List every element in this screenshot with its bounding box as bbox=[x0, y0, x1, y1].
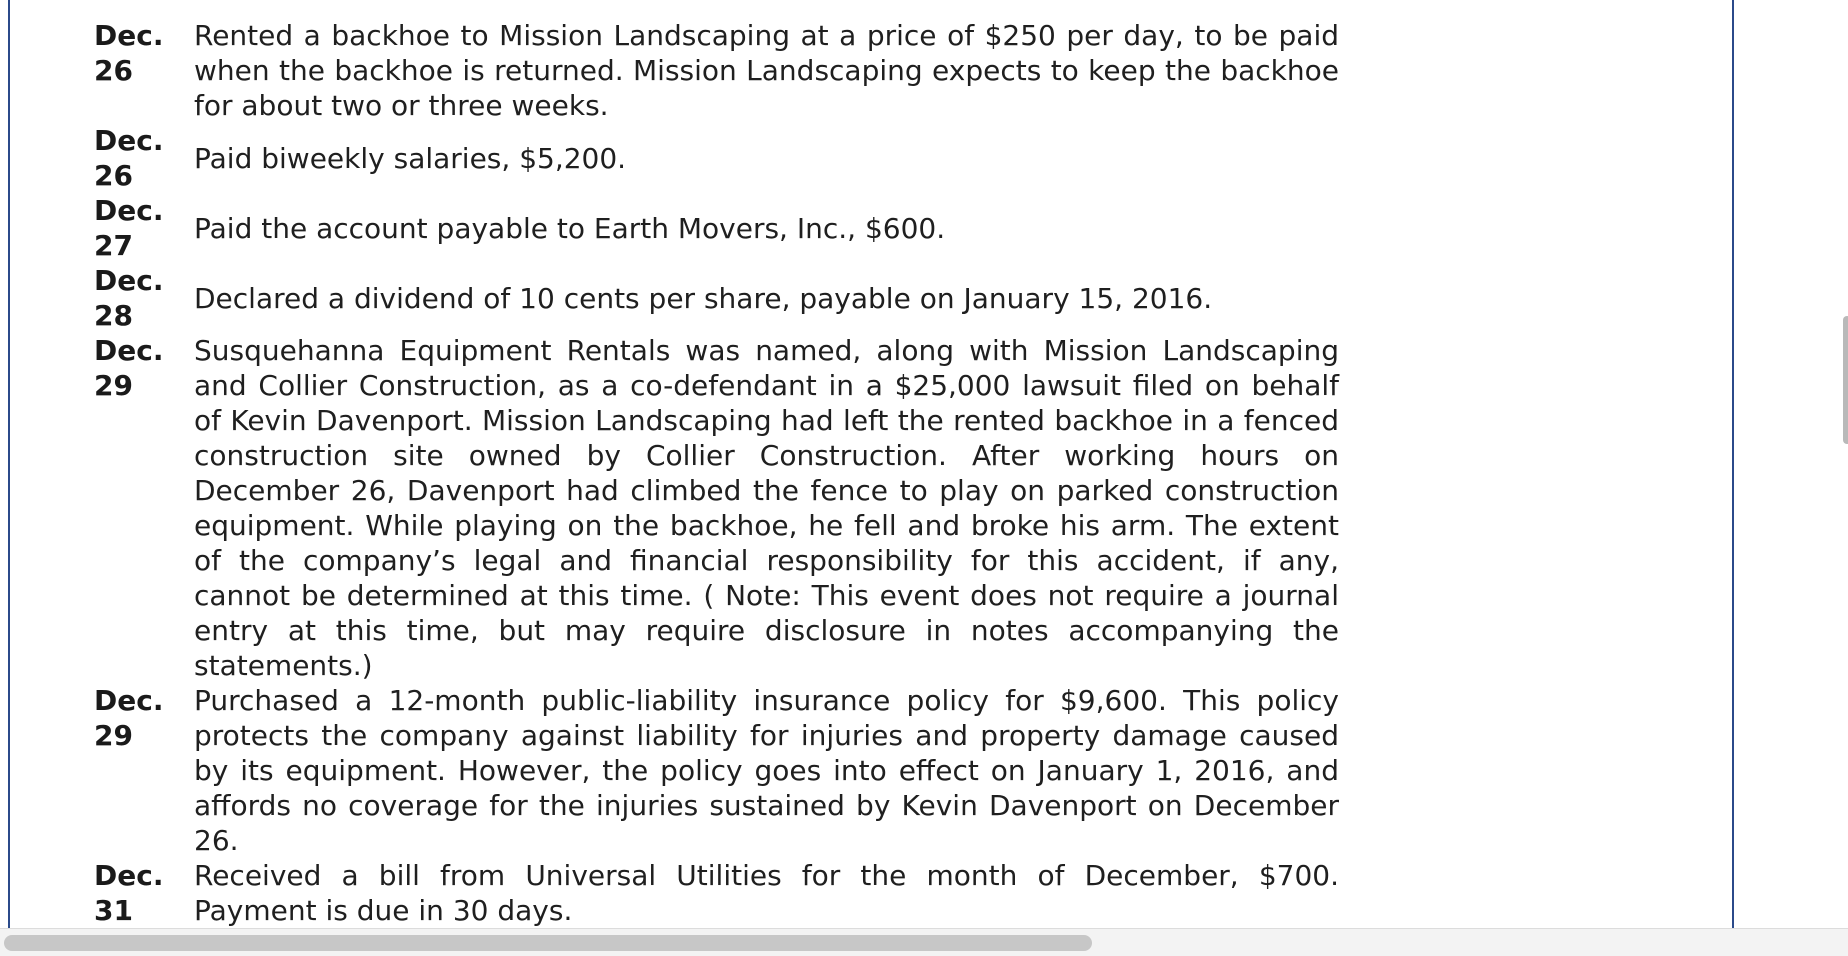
entry-date bbox=[94, 123, 194, 193]
entry-month: Dec. bbox=[94, 19, 164, 52]
entry-month: Dec. bbox=[94, 859, 164, 892]
horizontal-scroll-thumb[interactable] bbox=[4, 935, 1092, 951]
left-border bbox=[8, 0, 10, 928]
transaction-entry bbox=[94, 193, 1339, 263]
transaction-entry bbox=[94, 123, 1339, 193]
transaction-entry bbox=[94, 18, 1339, 123]
entry-text: Paid biweekly salaries, $5,200. bbox=[194, 141, 627, 175]
entry-month: Dec. bbox=[94, 264, 164, 297]
transaction-entry bbox=[94, 858, 1339, 928]
horizontal-scrollbar[interactable] bbox=[0, 928, 1848, 956]
entry-text: Susquehanna Equipment Rentals was named, along with Mission Landscaping and Collier Construction, as a co-defendant in a $25,000 lawsuit filed on behalf of Kevin Davenport. Mission Landscaping had left the rented backhoe in a fenced construction site owned by Collier Construction. After working hours on December 26, Davenport had climbed the fence to play on parked construction equipment. While playing on the backhoe, he fell and broke his arm. The extent of the company’s legal and financial responsibility for this accident, if any, cannot be determined at this time. ( Note: This event does not require a journal entry at this time, but may require disclosure in notes accompanying the statements.) bbox=[194, 334, 1339, 682]
entry-month: Dec. bbox=[94, 334, 164, 367]
transactions-list bbox=[94, 18, 1339, 956]
entry-day: 29 bbox=[94, 719, 133, 752]
entry-day: 31 bbox=[94, 894, 133, 927]
entry-day: 26 bbox=[94, 54, 133, 87]
entry-date bbox=[94, 683, 194, 753]
entry-month: Dec. bbox=[94, 194, 164, 227]
entry-date bbox=[94, 333, 194, 403]
entry-text: Rented a backhoe to Mission Landscaping at a price of $250 per day, to be paid when the backhoe is returned. Mission Landscaping expects to keep the backhoe for about two or three weeks. bbox=[194, 19, 1339, 122]
transaction-entry bbox=[94, 683, 1339, 858]
entry-date bbox=[94, 18, 194, 88]
entry-text: Received a bill from Universal Utilities for the month of December, $700. Payment is due in 30 days. bbox=[194, 859, 1339, 927]
transaction-entry bbox=[94, 263, 1339, 333]
entry-month: Dec. bbox=[94, 684, 164, 717]
entry-day: 29 bbox=[94, 369, 133, 402]
entry-date bbox=[94, 858, 194, 928]
vertical-scroll-thumb[interactable] bbox=[1843, 316, 1848, 444]
transaction-entry bbox=[94, 333, 1339, 683]
entry-text: Paid the account payable to Earth Movers, Inc., $600. bbox=[194, 211, 946, 245]
entry-day: 28 bbox=[94, 299, 133, 332]
entry-month: Dec. bbox=[94, 124, 164, 157]
entry-text: Declared a dividend of 10 cents per share, payable on January 15, 2016. bbox=[194, 281, 1213, 315]
right-border bbox=[1732, 0, 1734, 928]
entry-date bbox=[94, 263, 194, 333]
entry-day: 26 bbox=[94, 159, 133, 192]
entry-day: 27 bbox=[94, 229, 133, 262]
entry-date bbox=[94, 193, 194, 263]
entry-text: Purchased a 12-month public-liability insurance policy for $9,600. This policy protects the company against liability for injuries and property damage caused by its equipment. However, the policy goes into effect on January 1, 2016, and affords no coverage for the injuries sustained by Kevin Davenport on December 26. bbox=[194, 684, 1339, 857]
